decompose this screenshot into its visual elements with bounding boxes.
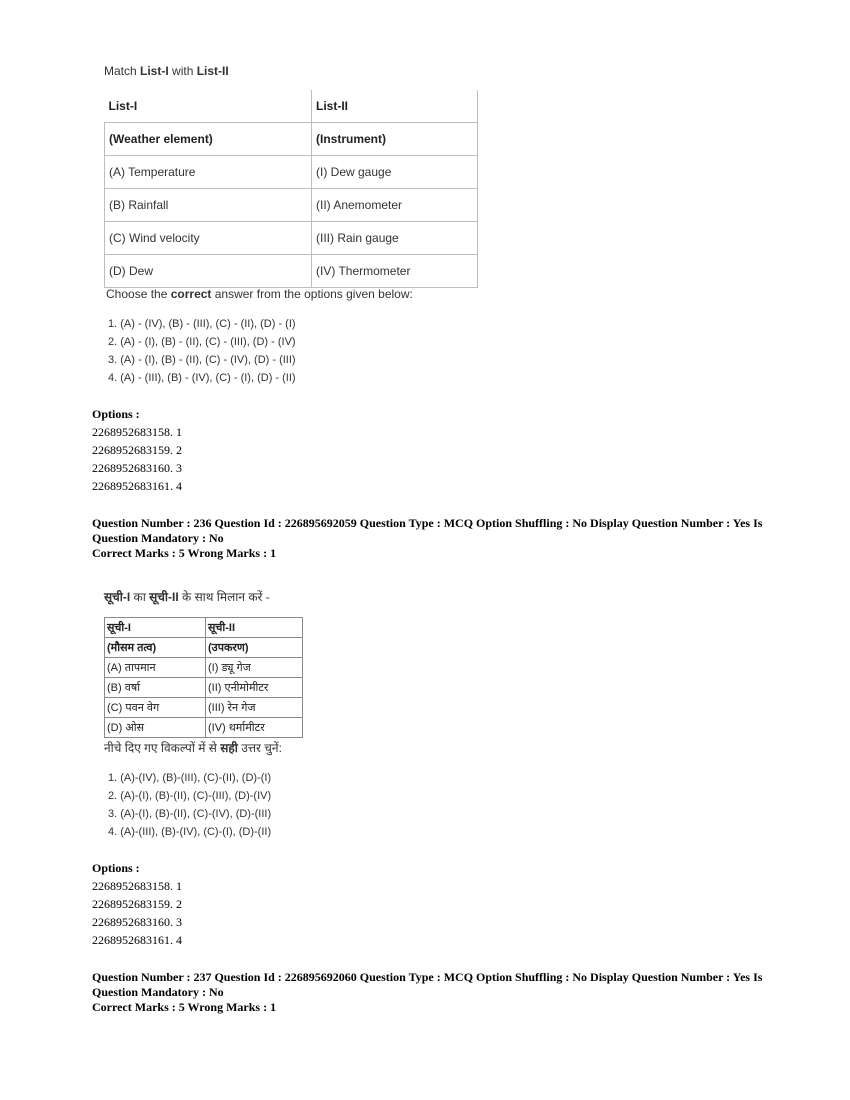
option-id-item: 2268952683159. 2 bbox=[92, 443, 182, 457]
table-subheader-row bbox=[105, 123, 478, 156]
q1-choose-post: answer from the options given below: bbox=[211, 287, 413, 301]
q2-intro-post: के साथ मिलान करें - bbox=[178, 590, 270, 604]
question-237-meta bbox=[92, 970, 772, 1015]
table-row bbox=[105, 698, 303, 718]
list-item: 3. (A)-(I), (B)-(II), (C)-(IV), (D)-(III) bbox=[108, 808, 272, 820]
question-marks-line: Correct Marks : 5 Wrong Marks : 1 bbox=[92, 1000, 277, 1014]
option-id-item: 2268952683158. 1 bbox=[92, 879, 182, 893]
question-236-meta bbox=[92, 516, 772, 561]
table-cell: (A) तापमान bbox=[105, 658, 206, 678]
list-item: 3. (A) - (I), (B) - (II), (C) - (IV), (D) - (III) bbox=[108, 354, 296, 366]
table-subheader-cell: (Instrument) bbox=[312, 123, 478, 156]
question-marks-line: Correct Marks : 5 Wrong Marks : 1 bbox=[92, 546, 277, 560]
q1-choose-instruction bbox=[106, 287, 413, 301]
options-label: Options : bbox=[92, 407, 140, 421]
table-cell: (C) Wind velocity bbox=[105, 222, 312, 255]
q1-intro-list2: List-II bbox=[196, 64, 229, 78]
list-item: 1. (A) - (IV), (B) - (III), (C) - (II), (D) - (I) bbox=[108, 318, 296, 330]
q1-answer-list bbox=[108, 315, 296, 387]
list-item: 2. (A) - (I), (B) - (II), (C) - (III), (D) - (IV) bbox=[108, 336, 296, 348]
table-row bbox=[105, 255, 478, 288]
q2-intro-mid: का bbox=[130, 590, 150, 604]
table-subheader-cell: (Weather element) bbox=[105, 123, 312, 156]
table-subheader-cell: (मौसम तत्व) bbox=[105, 638, 206, 658]
table-row bbox=[105, 658, 303, 678]
q2-choose-post: उत्तर चुनें: bbox=[237, 741, 282, 755]
table-cell: (B) वर्षा bbox=[105, 678, 206, 698]
table-subheader-row bbox=[105, 638, 303, 658]
question-meta-line: Question Number : 237 Question Id : 226895692060 Question Type : MCQ Option Shuffling : No Display Question Number : Yes Is Question Mandatory : No bbox=[92, 970, 763, 999]
q1-intro-mid: with bbox=[168, 64, 197, 78]
list-item: 2. (A)-(I), (B)-(II), (C)-(III), (D)-(IV) bbox=[108, 790, 272, 802]
option-id-item: 2268952683160. 3 bbox=[92, 461, 182, 475]
table-cell: (D) ओस bbox=[105, 718, 206, 738]
q2-choose-instruction bbox=[104, 739, 282, 756]
table-cell: (D) Dew bbox=[105, 255, 312, 288]
table-header-cell: सूची-II bbox=[206, 618, 303, 638]
options-block-1 bbox=[92, 405, 182, 495]
q2-intro bbox=[104, 588, 270, 605]
table-cell: (A) Temperature bbox=[105, 156, 312, 189]
option-id-item: 2268952683158. 1 bbox=[92, 425, 182, 439]
option-id-item: 2268952683159. 2 bbox=[92, 897, 182, 911]
q1-intro-pre: Match bbox=[104, 64, 141, 78]
table-cell: (B) Rainfall bbox=[105, 189, 312, 222]
table-cell: (C) पवन वेग bbox=[105, 698, 206, 718]
list-item: 1. (A)-(IV), (B)-(III), (C)-(II), (D)-(I) bbox=[108, 772, 272, 784]
q2-choose-bold: सही bbox=[220, 741, 238, 755]
q2-intro-list2: सूची-II bbox=[149, 590, 179, 604]
question-meta-line: Question Number : 236 Question Id : 226895692059 Question Type : MCQ Option Shuffling : No Display Question Number : Yes Is Question Mandatory : No bbox=[92, 516, 763, 545]
table-header-row bbox=[105, 618, 303, 638]
table-header-row bbox=[105, 90, 478, 123]
q1-intro-list1: List-I bbox=[140, 64, 169, 78]
options-block-2 bbox=[92, 859, 182, 949]
q2-answer-list bbox=[108, 769, 271, 841]
list-item: 4. (A)-(III), (B)-(IV), (C)-(I), (D)-(II) bbox=[108, 826, 272, 838]
table-cell: (I) Dew gauge bbox=[312, 156, 478, 189]
table-subheader-cell: (उपकरण) bbox=[206, 638, 303, 658]
q2-intro-list1: सूची-I bbox=[104, 590, 131, 604]
option-id-item: 2268952683161. 4 bbox=[92, 479, 182, 493]
table-row bbox=[105, 678, 303, 698]
table-row bbox=[105, 718, 303, 738]
table-row bbox=[105, 156, 478, 189]
q1-match-table bbox=[104, 90, 478, 288]
option-id-item: 2268952683161. 4 bbox=[92, 933, 182, 947]
q2-choose-pre: नीचे दिए गए विकल्पों में से bbox=[104, 741, 221, 755]
q1-intro bbox=[104, 64, 229, 78]
table-cell: (II) Anemometer bbox=[312, 189, 478, 222]
table-cell: (I) ड्यू गेज bbox=[206, 658, 303, 678]
table-row bbox=[105, 189, 478, 222]
q1-choose-pre: Choose the bbox=[106, 287, 171, 301]
options-label: Options : bbox=[92, 861, 140, 875]
q1-choose-bold: correct bbox=[170, 287, 212, 301]
table-header-cell: List-I bbox=[105, 90, 312, 123]
table-cell: (II) एनीमोमीटर bbox=[206, 678, 303, 698]
q2-match-table bbox=[104, 617, 303, 738]
table-cell: (III) रेन गेज bbox=[206, 698, 303, 718]
list-item: 4. (A) - (III), (B) - (IV), (C) - (I), (D) - (II) bbox=[108, 372, 296, 384]
table-cell: (IV) Thermometer bbox=[312, 255, 478, 288]
table-cell: (IV) थर्मामीटर bbox=[206, 718, 303, 738]
table-header-cell: List-II bbox=[312, 90, 478, 123]
table-header-cell: सूची-I bbox=[105, 618, 206, 638]
table-row bbox=[105, 222, 478, 255]
table-cell: (III) Rain gauge bbox=[312, 222, 478, 255]
option-id-item: 2268952683160. 3 bbox=[92, 915, 182, 929]
